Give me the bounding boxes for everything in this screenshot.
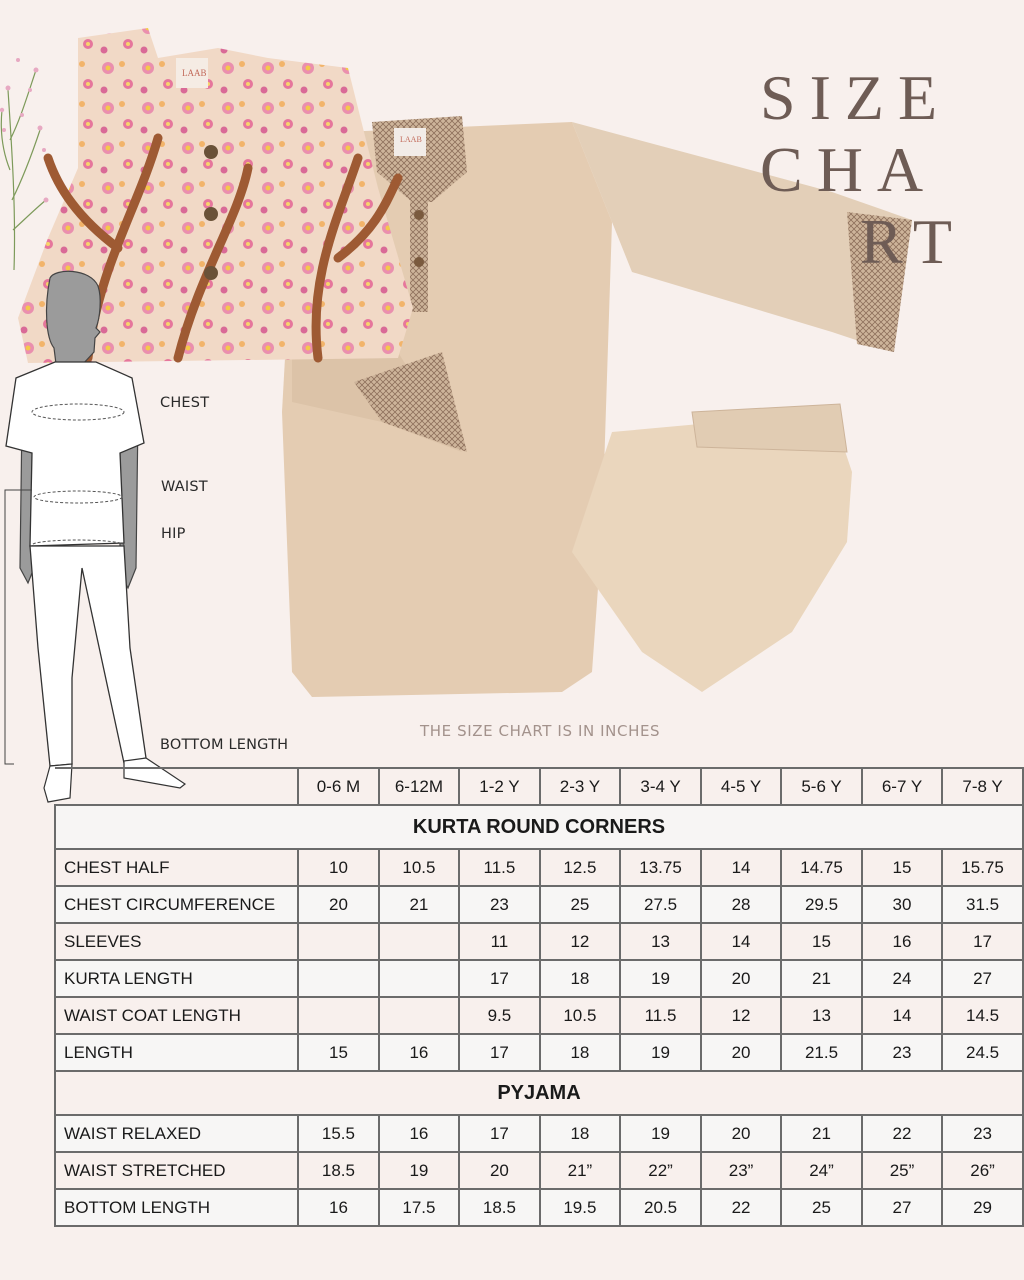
- label-waist: WAIST: [161, 479, 208, 495]
- measurement-label: BOTTOM LENGTH: [55, 1189, 298, 1226]
- measurement-value: 16: [379, 1034, 459, 1071]
- svg-text:LAAB: LAAB: [182, 68, 207, 78]
- measurement-value: 15: [781, 923, 862, 960]
- measurement-value: [298, 960, 378, 997]
- title-line-3: RT: [860, 206, 966, 277]
- measurement-value: 24: [862, 960, 942, 997]
- measurement-value: 14.5: [942, 997, 1023, 1034]
- measurement-value: 11.5: [459, 849, 539, 886]
- section-header-kurta: [55, 805, 1023, 849]
- measurement-label: WAIST COAT LENGTH: [55, 997, 298, 1034]
- measurement-value: 16: [379, 1115, 459, 1152]
- measurement-value: 24.5: [942, 1034, 1023, 1071]
- measurement-value: 10.5: [540, 997, 620, 1034]
- measurement-value: 11: [459, 923, 539, 960]
- measurement-label: LENGTH: [55, 1034, 298, 1071]
- table-row: [55, 1034, 1023, 1071]
- measurement-value: 21: [781, 960, 862, 997]
- measurement-label: WAIST STRETCHED: [55, 1152, 298, 1189]
- measurement-value: 19.5: [540, 1189, 620, 1226]
- measurement-value: 17: [459, 1115, 539, 1152]
- measurement-value: 16: [298, 1189, 378, 1226]
- page-title: [760, 62, 980, 278]
- section-title: KURTA ROUND CORNERS: [55, 805, 1023, 849]
- title-line-2: CHA: [760, 134, 938, 205]
- measurement-value: 19: [620, 960, 701, 997]
- header-corner: [55, 768, 298, 805]
- measurement-value: 10.5: [379, 849, 459, 886]
- table-row: [55, 923, 1023, 960]
- measurement-value: [379, 997, 459, 1034]
- measurement-value: 12: [701, 997, 781, 1034]
- measurement-value: 13.75: [620, 849, 701, 886]
- measurement-value: 20: [459, 1152, 539, 1189]
- measurement-value: [379, 923, 459, 960]
- size-header: 0-6 M: [298, 768, 378, 805]
- measurement-value: 11.5: [620, 997, 701, 1034]
- measurement-value: 17: [459, 1034, 539, 1071]
- measurement-value: 19: [620, 1115, 701, 1152]
- table-row: [55, 960, 1023, 997]
- measurement-value: 29.5: [781, 886, 862, 923]
- size-header: 4-5 Y: [701, 768, 781, 805]
- table-row: [55, 1189, 1023, 1226]
- measurement-value: 13: [781, 997, 862, 1034]
- measurement-value: 18: [540, 1115, 620, 1152]
- measurement-value: 29: [942, 1189, 1023, 1226]
- measurement-value: 21: [379, 886, 459, 923]
- measurement-value: 21: [781, 1115, 862, 1152]
- section-header-pyjama: [55, 1071, 1023, 1115]
- size-header-row: [55, 768, 1023, 805]
- label-chest: CHEST: [160, 395, 210, 411]
- units-caption: THE SIZE CHART IS IN INCHES: [420, 722, 661, 740]
- measurement-value: 14: [701, 849, 781, 886]
- svg-text:LAAB: LAAB: [400, 135, 422, 144]
- measurement-value: 23: [862, 1034, 942, 1071]
- measurement-value: 20: [701, 1034, 781, 1071]
- size-chart-table: [54, 767, 1024, 1227]
- measurement-value: 30: [862, 886, 942, 923]
- measurement-value: 22”: [620, 1152, 701, 1189]
- measurement-value: 23: [942, 1115, 1023, 1152]
- size-header: 2-3 Y: [540, 768, 620, 805]
- measurement-value: 23: [459, 886, 539, 923]
- measurement-value: 24”: [781, 1152, 862, 1189]
- size-header: 3-4 Y: [620, 768, 701, 805]
- measurement-label: KURTA LENGTH: [55, 960, 298, 997]
- measurement-value: 27: [862, 1189, 942, 1226]
- measurement-value: 25”: [862, 1152, 942, 1189]
- section-title: PYJAMA: [55, 1071, 1023, 1115]
- measurement-value: 22: [701, 1189, 781, 1226]
- measurement-value: 26”: [942, 1152, 1023, 1189]
- measurement-value: 21.5: [781, 1034, 862, 1071]
- measurement-value: 18: [540, 960, 620, 997]
- measurement-value: 28: [701, 886, 781, 923]
- measurement-value: 18: [540, 1034, 620, 1071]
- measurement-value: 18.5: [459, 1189, 539, 1226]
- measurement-value: 20: [298, 886, 378, 923]
- measurement-value: 20.5: [620, 1189, 701, 1226]
- measurement-value: 17: [459, 960, 539, 997]
- measurement-value: 25: [540, 886, 620, 923]
- measurement-value: 25: [781, 1189, 862, 1226]
- measurement-value: 19: [379, 1152, 459, 1189]
- measurement-value: 10: [298, 849, 378, 886]
- measurement-value: 16: [862, 923, 942, 960]
- measurement-value: 20: [701, 1115, 781, 1152]
- size-header: 5-6 Y: [781, 768, 862, 805]
- measurement-value: [298, 923, 378, 960]
- measurement-value: 14.75: [781, 849, 862, 886]
- table-row: [55, 849, 1023, 886]
- measurement-value: 18.5: [298, 1152, 378, 1189]
- table-row: [55, 1115, 1023, 1152]
- measurement-value: 31.5: [942, 886, 1023, 923]
- measurement-value: 19: [620, 1034, 701, 1071]
- measurement-value: 12.5: [540, 849, 620, 886]
- size-header: 6-12M: [379, 768, 459, 805]
- measurement-label: CHEST HALF: [55, 849, 298, 886]
- measurement-value: 15: [298, 1034, 378, 1071]
- table-row: [55, 997, 1023, 1034]
- measurement-value: 21”: [540, 1152, 620, 1189]
- label-hip: HIP: [161, 526, 186, 542]
- measurement-value: 17: [942, 923, 1023, 960]
- measurement-value: 17.5: [379, 1189, 459, 1226]
- measurement-value: 27.5: [620, 886, 701, 923]
- measurement-value: 14: [862, 997, 942, 1034]
- measurement-value: 13: [620, 923, 701, 960]
- measurement-value: 15: [862, 849, 942, 886]
- measurement-value: [379, 960, 459, 997]
- measurement-value: 27: [942, 960, 1023, 997]
- measurement-label: WAIST RELAXED: [55, 1115, 298, 1152]
- measurement-value: 12: [540, 923, 620, 960]
- measurement-value: [298, 997, 378, 1034]
- table-row: [55, 886, 1023, 923]
- measurement-value: 9.5: [459, 997, 539, 1034]
- measurement-value: 23”: [701, 1152, 781, 1189]
- title-line-1: SIZE: [760, 62, 952, 133]
- size-header: 7-8 Y: [942, 768, 1023, 805]
- measurement-value: 22: [862, 1115, 942, 1152]
- measurement-value: 20: [701, 960, 781, 997]
- size-header: 1-2 Y: [459, 768, 539, 805]
- label-bottom-length: BOTTOM LENGTH: [160, 737, 289, 753]
- size-header: 6-7 Y: [862, 768, 942, 805]
- measurement-value: 14: [701, 923, 781, 960]
- table-row: [55, 1152, 1023, 1189]
- measurement-label: SLEEVES: [55, 923, 298, 960]
- measurement-value: 15.5: [298, 1115, 378, 1152]
- measurement-value: 15.75: [942, 849, 1023, 886]
- measurement-label: CHEST CIRCUMFERENCE: [55, 886, 298, 923]
